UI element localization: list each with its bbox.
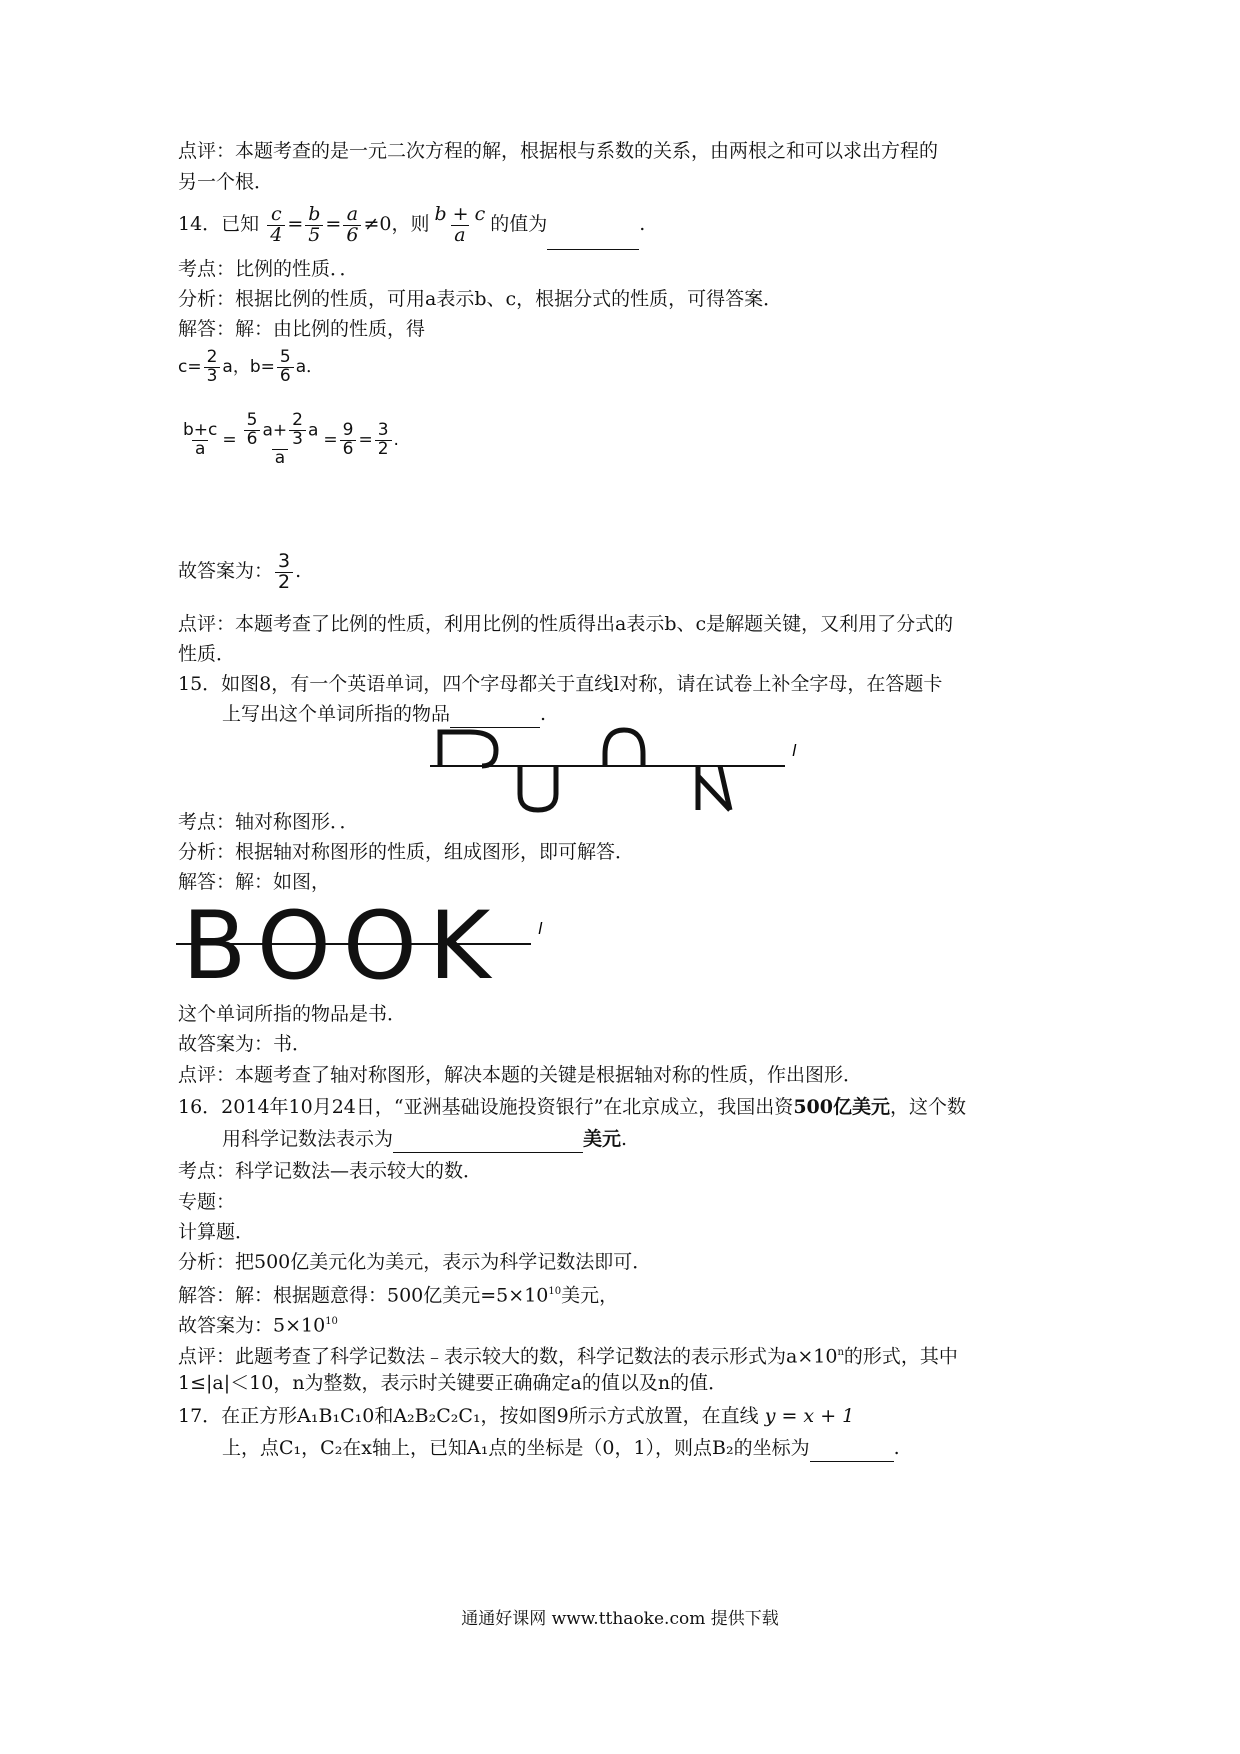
jd16-sup: 10 — [548, 1286, 562, 1297]
jd16-pre: 解答：解：根据题意得：500亿美元=5×10 — [178, 1284, 549, 1307]
dianping-14-2: 性质． — [178, 643, 236, 665]
ans14-end: . — [295, 560, 302, 582]
q14-end: . — [639, 213, 646, 235]
calc-period: . — [393, 430, 399, 450]
dp16-sup: n — [837, 1347, 844, 1358]
fraction-b-over-5: $\frac{b}{5}$ — [305, 205, 323, 246]
answer-blank-17 — [810, 1439, 894, 1462]
fenxi-15: 分析：根据轴对称图形的性质，组成图形，即可解答． — [178, 841, 635, 863]
jieda-15: 解答：解：如图， — [178, 871, 331, 893]
comment-line-1: 点评：本题考查的是一元二次方程的解，根据根与系数的关系，由两根之和可以求出方程的 — [178, 140, 939, 162]
fraction-3-2: $\frac{3}{2}$ — [375, 422, 392, 459]
eq-3: = — [358, 430, 373, 450]
jisuan-16: 计算题． — [178, 1221, 255, 1243]
equals-sign-2: = — [325, 213, 342, 235]
fenxi-14: 分析：根据比例的性质，可用a表示b、c，根据分式的性质，可得答案． — [178, 288, 783, 310]
dianping-14-1: 点评：本题考查了比例的性质，利用比例的性质得出a表示b、c是解题关键，又利用了分式的 — [178, 613, 954, 635]
answer-14 — [178, 546, 301, 596]
kaodian-16: 考点：科学记数法—表示较大的数． — [178, 1160, 483, 1182]
answer-blank-14 — [547, 227, 639, 250]
q15-end: . — [540, 703, 547, 725]
equals-sign: = — [287, 213, 304, 235]
answer-15: 故答案为：书． — [178, 1033, 312, 1055]
q16-text-a: 16．2014年10月24日，“亚洲基础设施投资银行”在北京成立，我国出资 — [178, 1096, 794, 1118]
question-17-line-1 — [178, 1402, 854, 1430]
figure-book-answer — [176, 898, 556, 988]
answer-fraction-3-2: $\frac{3}{2}$ — [275, 552, 293, 593]
fraction-c-over-4: $\frac{c}{4}$ — [267, 205, 285, 246]
dp16-b: 的形式，其中 — [843, 1345, 958, 1368]
word-book: BOOK — [182, 898, 503, 988]
q16-end: . — [621, 1128, 628, 1150]
figure-8-partial-book — [430, 724, 830, 814]
q16-text-2: 用科学记数法表示为 — [222, 1128, 394, 1150]
q16-text-c: ，这个数 — [889, 1096, 966, 1118]
answer-16 — [178, 1308, 338, 1339]
ans16-sup: 10 — [325, 1316, 338, 1327]
question-17-line-2 — [222, 1434, 900, 1462]
fraction-5-6: $\frac{5}{6}$ — [277, 349, 294, 386]
fig-ans-line-label: l — [538, 919, 543, 938]
dianping-16-1 — [178, 1339, 958, 1370]
q17-text-2: 上，点C₁，C₂在x轴上，已知A₁点的坐标是（0，1），则点B₂的坐标为 — [222, 1437, 810, 1459]
q15-text: 上写出这个单词所指的物品 — [222, 703, 451, 725]
q17-end: . — [893, 1437, 900, 1459]
dianping-15: 点评：本题考查了轴对称图形，解决本题的关键是根据轴对称的性质，作出图形． — [178, 1064, 863, 1086]
fraction-bc-over-a: $\frac{b + c}{a}$ — [434, 202, 486, 246]
q16-unit: 美元 — [583, 1128, 622, 1150]
q14-mid: ≠0，则 — [363, 213, 430, 235]
kaodian-15: 考点：轴对称图形．． — [178, 811, 359, 833]
q17-text-1: 17．在正方形A₁B₁C₁0和A₂B₂C₂C₁，按如图9所示方式放置，在直线 — [178, 1405, 759, 1427]
c-eq: c= — [178, 357, 202, 377]
question-15-line-1: 15．如图8，有一个英语单词，四个字母都关于直线l对称，请在试卷上补全字母，在答题卡 — [178, 673, 943, 695]
eq-1: = — [222, 430, 237, 450]
jd16-post: 美元， — [561, 1284, 619, 1307]
question-16-line-1 — [178, 1093, 966, 1121]
zhuanti-16: 专题： — [178, 1191, 236, 1213]
comment-line-2: 另一个根． — [178, 171, 274, 193]
q14-prefix: 14．已知 — [178, 213, 260, 235]
c-a: a，b= — [222, 357, 275, 377]
kaodian-14: 考点：比例的性质．． — [178, 258, 359, 280]
question-14 — [178, 198, 645, 250]
fenxi-16: 分析：把500亿美元化为美元，表示为科学记数法即可． — [178, 1251, 652, 1273]
fraction-complex: $\frac{5}{6}$ a+ $\frac{2}{3}$ a a — [239, 412, 322, 468]
footer: 通通好课网 www.tthaoke.com 提供下载 — [461, 1609, 779, 1629]
line-15a: 这个单词所指的物品是书． — [178, 1003, 407, 1025]
b-a: a． — [295, 357, 324, 377]
jieda-16 — [178, 1278, 618, 1309]
dp16-a: 点评：此题考查了科学记数法﹣表示较大的数，科学记数法的表示形式为a×10 — [178, 1345, 838, 1368]
c-b-values — [178, 344, 323, 390]
ans16-pre: 故答案为：5×10 — [178, 1314, 326, 1337]
dianping-16-2: 1≤|a|＜10，n为整数，表示时关键要正确确定a的值以及n的值． — [178, 1372, 728, 1394]
fraction-bc-a: $\frac{b+c}{a}$ — [183, 419, 218, 459]
q16-bold: 500亿美元 — [793, 1096, 890, 1118]
question-16-line-2 — [222, 1125, 627, 1153]
answer-blank-16 — [393, 1130, 583, 1153]
fraction-2-3: $\frac{2}{3}$ — [204, 349, 221, 386]
q14-post: 的值为 — [490, 213, 548, 235]
jieda-14: 解答：解：由比例的性质，得 — [178, 318, 426, 340]
fig8-line-label: l — [792, 741, 797, 760]
fraction-9-6: $\frac{9}{6}$ — [340, 422, 357, 459]
q17-equation: y = x + 1 — [764, 1405, 855, 1427]
calculation-14 — [178, 400, 399, 480]
eq-2: = — [323, 430, 338, 450]
fraction-a-over-6: $\frac{a}{6}$ — [343, 205, 361, 246]
ans14-prefix: 故答案为： — [178, 560, 274, 582]
